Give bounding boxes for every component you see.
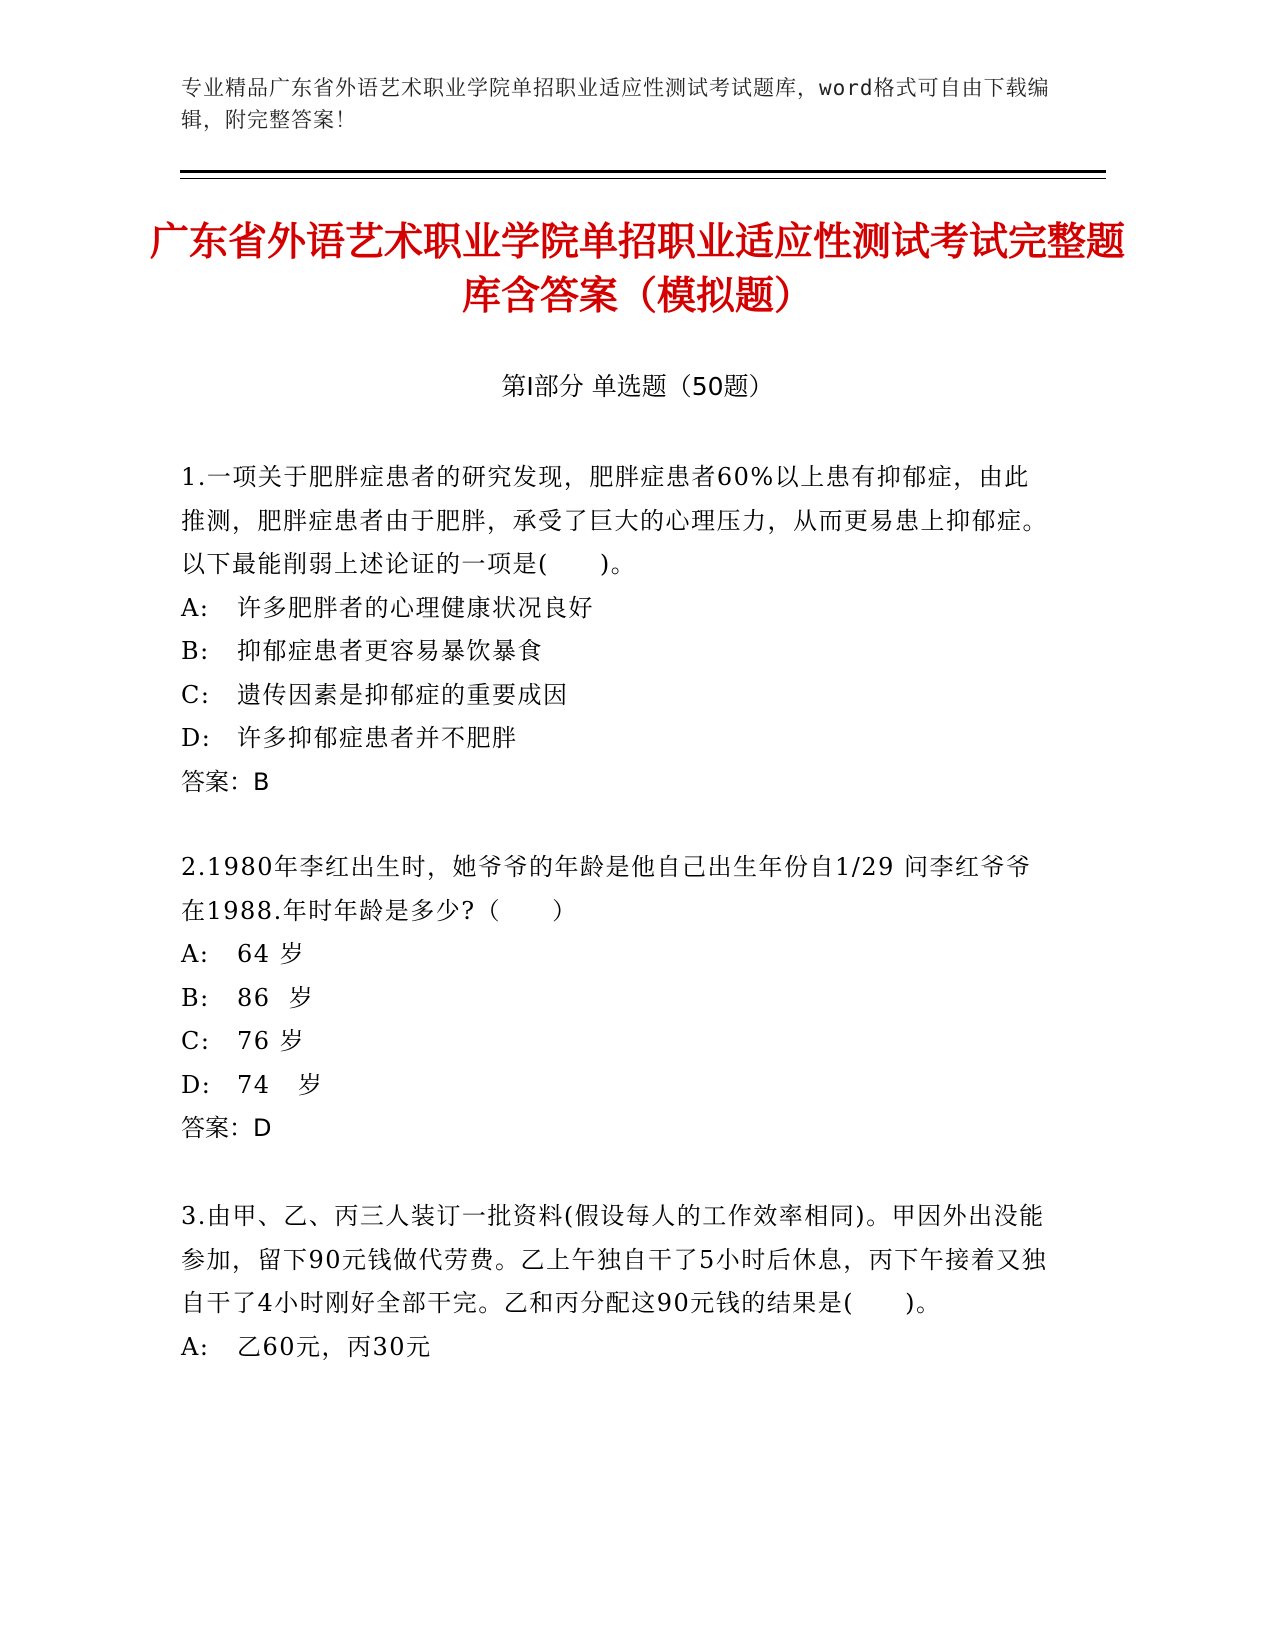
option-letter: B: xyxy=(181,637,210,665)
option-d xyxy=(181,1064,1051,1108)
option-letter: A: xyxy=(181,593,210,622)
document-title: 广东省外语艺术职业学院单招职业适应性测试考试完整题库含答案（模拟题） xyxy=(150,220,1126,319)
option-text: 乙60元，丙30元 xyxy=(237,1332,432,1361)
question-stem: 2.1980年李红出生时，她爷爷的年龄是他自己出生年份自1/29 问李红爷爷在1988.年时年龄是多少?（ ） xyxy=(181,853,1032,925)
option-letter: B: xyxy=(181,983,210,1012)
header-note: 专业精品广东省外语艺术职业学院单招职业适应性测试考试题库，word格式可自由下载编辑，附完整答案！ xyxy=(181,76,1050,132)
question-1 xyxy=(181,456,1051,804)
option-letter: A: xyxy=(181,1332,210,1361)
question-3 xyxy=(181,1195,1051,1369)
option-letter: D: xyxy=(181,1070,212,1099)
option-text: 许多抑郁症患者并不肥胖 xyxy=(237,724,518,752)
option-text: 74 岁 xyxy=(237,1070,324,1099)
option-c xyxy=(181,1020,1051,1064)
question-2 xyxy=(181,846,1051,1151)
option-b xyxy=(181,630,1051,674)
header-divider-thick xyxy=(180,170,1106,173)
option-letter: D: xyxy=(181,724,212,752)
option-text: 86 岁 xyxy=(237,983,315,1012)
option-text: 64 岁 xyxy=(237,940,306,968)
section-title: 第Ⅰ部分 单选题（50题） xyxy=(501,372,774,401)
option-b xyxy=(181,977,1051,1021)
option-c xyxy=(181,674,1051,718)
option-letter: C: xyxy=(181,680,211,709)
question-stem: 1.一项关于肥胖症患者的研究发现，肥胖症患者60%以上患有抑郁症，由此推测，肥胖症患者由于肥胖，承受了巨大的心理压力，从而更易患上抑郁症。以下最能削弱上述论证的一项是( )。 xyxy=(181,463,1048,578)
option-a xyxy=(181,587,1051,631)
answer-line: 答案：D xyxy=(181,1114,272,1142)
option-text: 抑郁症患者更容易暴饮暴食 xyxy=(237,637,543,665)
option-text: 遗传因素是抑郁症的重要成因 xyxy=(237,680,569,709)
option-d xyxy=(181,717,1051,761)
option-a xyxy=(181,1326,1051,1370)
header-divider-thin xyxy=(180,178,1106,179)
answer-line: 答案：B xyxy=(181,767,270,796)
option-text: 许多肥胖者的心理健康状况良好 xyxy=(237,593,594,622)
option-letter: C: xyxy=(181,1027,211,1055)
option-letter: A: xyxy=(181,940,210,968)
question-stem: 3.由甲、乙、丙三人装订一批资料(假设每人的工作效率相同)。甲因外出没能参加，留下90元钱做代劳费。乙上午独自干了5小时后休息，丙下午接着又独自干了4小时刚好全部干完。乙和丙分配这90元钱的结果是( )。 xyxy=(181,1202,1048,1317)
option-a xyxy=(181,933,1051,977)
option-text: 76 岁 xyxy=(237,1027,306,1055)
